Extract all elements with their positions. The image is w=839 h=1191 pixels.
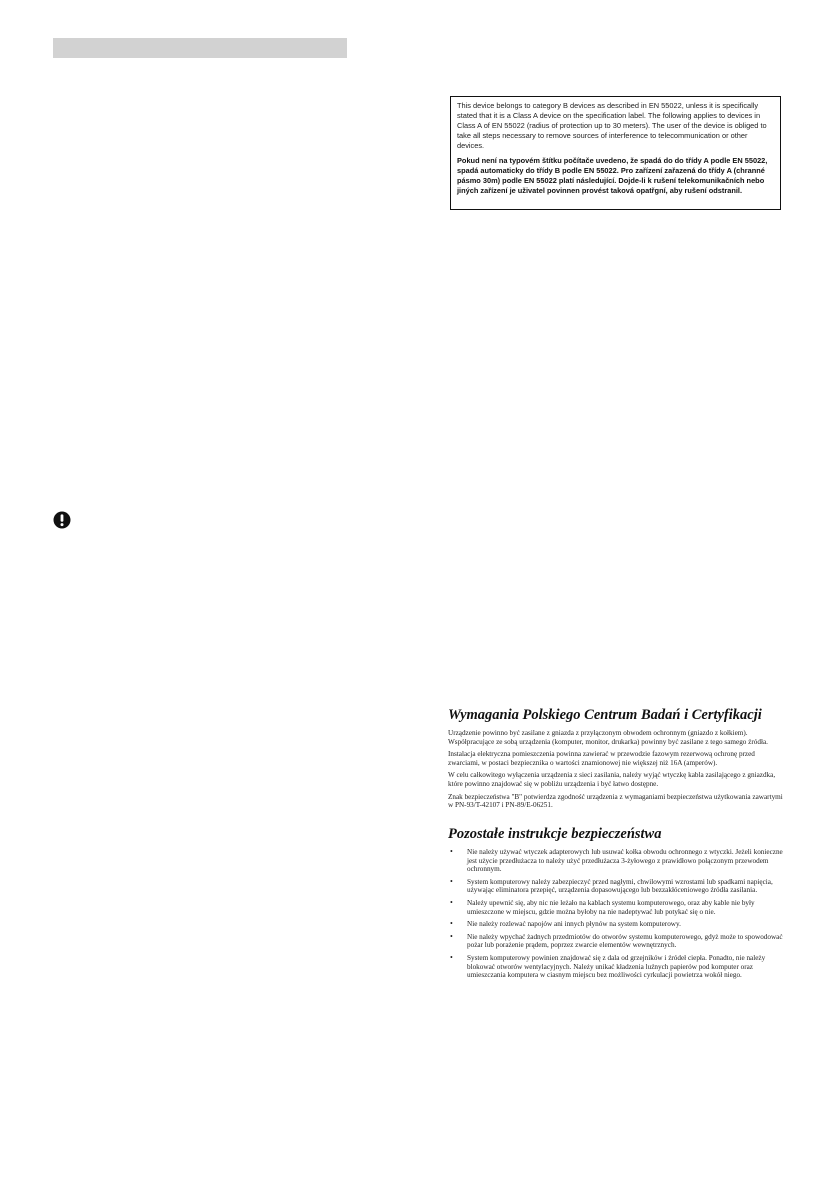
bullet-icon: • xyxy=(450,919,453,929)
emc-notice-english: This device belongs to category B devices as described in EN 55022, unless it is specifically stated that it is a Class A device on the specification label. The following applies to devices in Class A of EN 55022 (radius of protection up to 30 meters). The user of the device is obliged to take all steps necessary to remove sources of interference to telecommunication or other devices. xyxy=(457,101,767,150)
exclamation-circle-icon xyxy=(53,511,71,529)
list-item-text: Należy upewnić się, aby nic nie leżało na kablach systemu komputerowego, oraz aby kable nie były umieszczone w miejscu, gdzie można byłoby na nie nadeptywać lub potykać się o nie. xyxy=(467,898,755,916)
header-bar xyxy=(53,38,347,58)
section-other-title: Pozostałe instrukcje bezpieczeństwa xyxy=(448,826,662,842)
section-pcbc-title: Wymagania Polskiego Centrum Badań i Certyfikacji xyxy=(448,707,762,723)
safety-bullet-list xyxy=(448,848,784,980)
bullet-icon: • xyxy=(450,952,453,962)
bullet-icon: • xyxy=(450,897,453,907)
list-item xyxy=(448,878,784,895)
emc-notice-czech: Pokud není na typovém štítku počítače uvedeno, že spadá do do třídy A podle EN 55022, spadá automaticky do třídy B podle EN 55022. Pro zařízení zařazená do třídy A (chranné pásmo 30m) podle EN 55022 platí následující. Dojde-li k rušení telekomunikačních nebo jiných zařízení je uživatel povinnen provést taková opatřgní, aby rušení odstranil. xyxy=(457,156,768,195)
list-item xyxy=(448,954,784,980)
pcbc-paragraph: Urządzenie powinno być zasilane z gniazda z przyłączonym obwodem ochronnym (gniazdo z kołkiem). Współpracujące ze sobą urządzenia (komputer, monitor, drukarka) powinny być zasilane z tego samego źródła. xyxy=(448,729,768,746)
pcbc-paragraph: Instalacja elektryczna pomieszczenia powinna zawierać w przewodzie fazowym rezerwową ochronę przed zwarciami, w postaci bezpiecznika o wartości znamionowej nie większej niż 16A (amperów). xyxy=(448,750,755,767)
list-item xyxy=(448,920,784,929)
pcbc-paragraph: Znak bezpieczeństwa "B" potwierdza zgodność urządzenia z wymaganiami bezpieczeństwa użytkowania zawartymi w PN-93/T-42107 i PN-89/E-06251. xyxy=(448,792,783,810)
bullet-icon: • xyxy=(450,847,453,856)
list-item-text: System komputerowy powinien znajdować się z dala od grzejników i źródeł ciepła. Ponadto, nie należy blokować otworów wentylacyjnych. Należy unikać kładzenia luźnych papierów pod komputer oraz umieszczania komputera w ciasnym miejscu bez możliwości cyrkulacji powietrza wokół niego. xyxy=(467,953,766,980)
section-pcbc xyxy=(448,707,784,814)
bullet-icon: • xyxy=(450,876,453,886)
list-item xyxy=(448,933,784,950)
list-item-text: Nie należy używać wtyczek adapterowych lub usuwać kołka obwodu ochronnego z wtyczki. Jeżeli konieczne jest użycie przedłużacza to należy użyć przedłużacza 3-żyłowego z prawidłowo połączonym przewodem ochronnym. xyxy=(467,848,783,874)
list-item-text: Nie należy rozlewać napojów ani innych płynów na system komputerowy. xyxy=(467,920,681,929)
list-item xyxy=(448,848,784,874)
list-item-text: System komputerowy należy zabezpieczyć przed nagłymi, chwilowymi wzrostami lub spadkami napięcia, używając eliminatora przepięć, urządzenia dopasowującego lub bezzakłóceniowego źródła zasilania. xyxy=(467,877,773,895)
bullet-icon: • xyxy=(450,931,453,941)
pcbc-paragraph: W celu całkowitego wyłączenia urządzenia z sieci zasilania, należy wyjąć wtyczkę kabla zasilającego z gniazdka, które powinno znajdować się w pobliżu urządzenia i być łatwo dostępne. xyxy=(448,771,776,788)
list-item-text: Nie należy wpychać żadnych przedmiotów do otworów systemu komputerowego, gdyż może to spowodować pożar lub porażenie prądem, poprzez zwarcie elementów wewnętrznych. xyxy=(467,932,783,950)
emc-notice-box xyxy=(450,96,781,210)
list-item xyxy=(448,899,784,916)
section-other-safety xyxy=(448,826,784,984)
